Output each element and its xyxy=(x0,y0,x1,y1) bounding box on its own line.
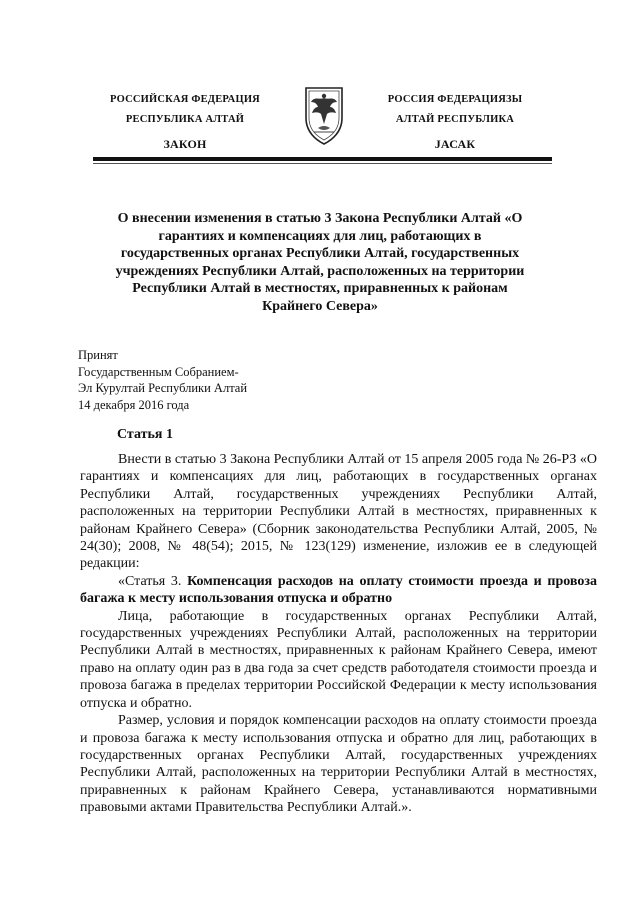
adopted-body-line1: Государственным Собранием- xyxy=(78,364,239,379)
article-paragraph-1: Лица, работающие в государственных органах Республики Алтай, государственных учреждениях Республики Алтай, расположенных на территории Республики Алтай в местностях, приравненных к районам Крайнего Севера, имеют право на оплату один раз в два года за счет средств работодателя стоимости проезда и провоза багажа в пределах территории Российской Федерации к месту использования отпуска и обратно. xyxy=(80,608,597,711)
header-divider-thick xyxy=(93,157,552,161)
adopted-body-line2: Эл Курултай Республики Алтай xyxy=(78,381,248,395)
quote-prefix: «Статья 3. xyxy=(118,573,188,589)
quote-article-title: Компенсация расходов на оплату стоимости проезда и провоза багажа к месту использования отпуска и обратно xyxy=(80,573,597,607)
header-divider-thin xyxy=(93,163,552,164)
coat-of-arms-icon xyxy=(300,84,348,146)
article-paragraph-2: Размер, условия и порядок компенсации расходов на оплату стоимости проезда и провоза багажа к месту использования отпуска и обратно для лиц, работающих в государственных органах Республики Алтай, государственных учреждениях Республики Алтай, расположенных на территории Республики Алтай в местностях, приравненных к районам Крайнего Севера, устанавливаются нормативными правовыми актами Правительства Республики Алтай.». xyxy=(80,713,597,816)
header-left-law: ЗАКОН xyxy=(163,137,207,151)
adopted-label: Принят xyxy=(78,348,118,362)
header-right-law: JАСАК xyxy=(434,137,476,151)
document-header xyxy=(90,90,550,160)
adopted-date: 14 декабря 2016 года xyxy=(78,397,190,412)
adoption-block xyxy=(78,347,328,413)
header-left-republic: РЕСПУБЛИКА АЛТАЙ xyxy=(125,114,245,125)
law-title: О внесении изменения в статью 3 Закона Республики Алтай «О гарантиях и компенсациях для лиц, работающих в государственных органах Республики Алтай, государственных учреждениях Республики Алтай, расположенных на территории Республики Алтай в местностях, приравненных к районам Крайнего Севера» xyxy=(115,211,525,314)
header-left-country: РОССИЙСКАЯ ФЕДЕРАЦИЯ xyxy=(110,94,260,105)
article-intro-paragraph: Внести в статью 3 Закона Республики Алтай от 15 апреля 2005 года № 26-РЗ «О гарантиях и компенсациях для лиц, работающих в государственных органах Республики Алтай, государственных учреждениях Республики Алтай, расположенных на территории Республики Алтай в местностях, приравненных к районам Крайнего Севера» (Сборник законодательства Республики Алтай, 2005, № 24(30); 2008, № 48(54); 2015, № 123(129) изменение, изложив ее в следующей редакции: xyxy=(80,452,598,572)
article-body xyxy=(80,451,597,817)
article-heading: Статья 1 xyxy=(117,427,173,442)
header-left-block xyxy=(90,90,280,154)
article-quote-heading xyxy=(80,573,597,608)
header-right-country: РОССИЯ ФЕДЕРАЦИЯЗЫ xyxy=(387,94,523,105)
header-right-republic: АЛТАЙ РЕСПУБЛИКА xyxy=(395,114,515,125)
header-right-block xyxy=(360,90,550,154)
